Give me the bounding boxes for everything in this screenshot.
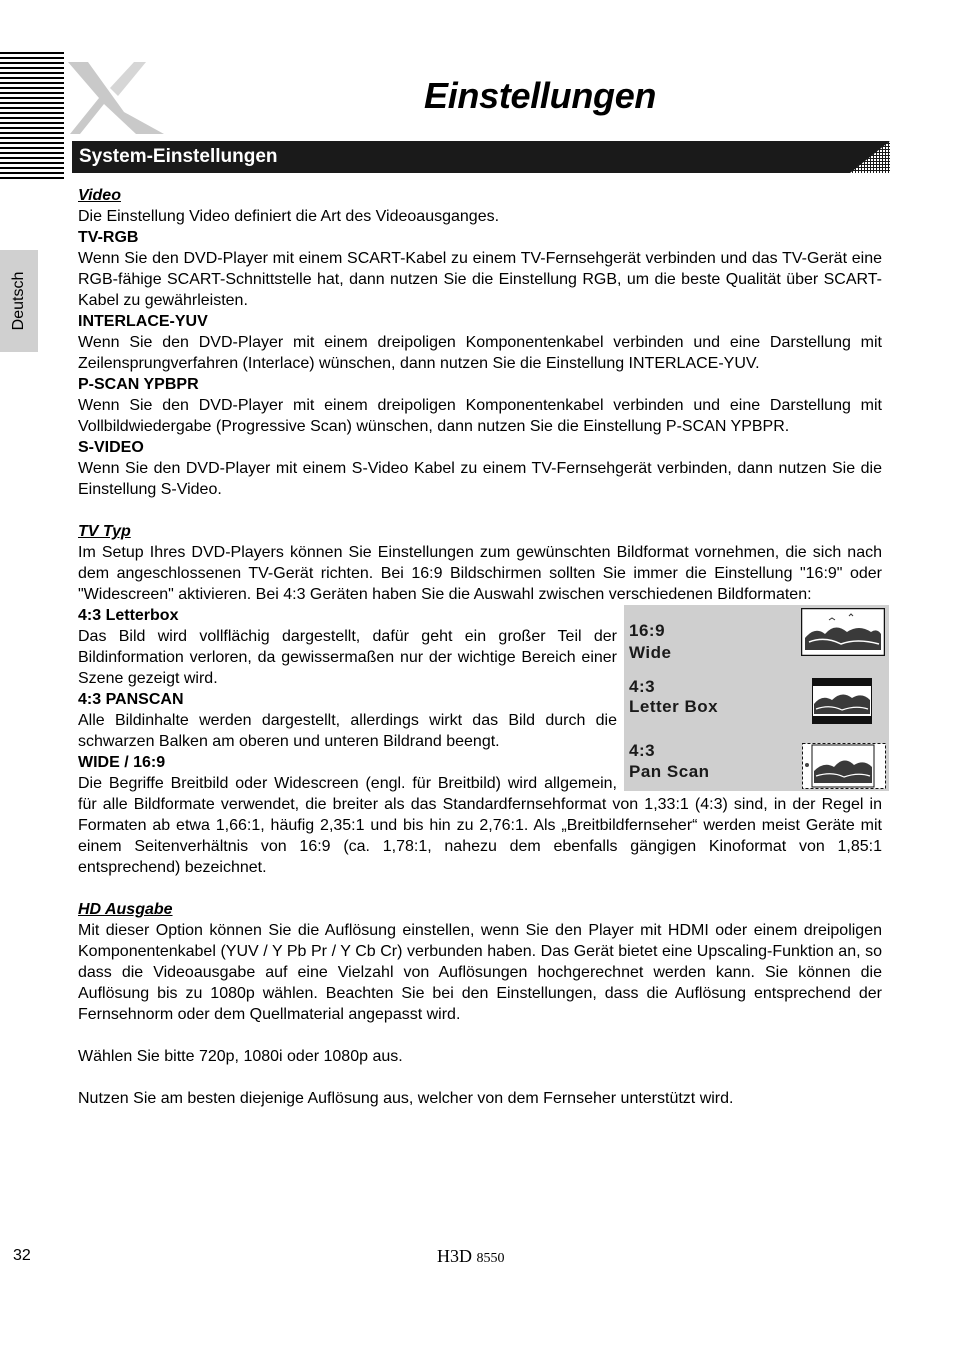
- tvrgb-text: Wenn Sie den DVD-Player mit einem SCART-Kabel zu einem TV-Fernsehgerät verbinden und das TV-Gerät eine RGB-fähige SCART-Schnittstelle hat, dann nutzen Sie die Einstellung RGB, um die beste Qualität über SCART-Kabel zu gewährleisten.: [78, 250, 882, 309]
- wide-screen-thumbnail: [801, 608, 885, 656]
- language-side-tab: [0, 250, 38, 352]
- model-number: 8550: [476, 1251, 505, 1266]
- main-content: [78, 185, 882, 1109]
- hd-choose: Wählen Sie bitte 720p, 1080i oder 1080p aus.: [78, 1048, 403, 1065]
- svideo-text: Wenn Sie den DVD-Player mit einem S-Video Kabel zu einem TV-Fernsehgerät verbinden, dann nutzen Sie die Einstellung S-Video.: [78, 460, 882, 498]
- hd-intro: Mit dieser Option können Sie die Auflösung einstellen, wenn Sie den Player mit HDMI oder einem dreipoligen Komponentenkabel (YUV / Y Pb Pr / Y Cb Cr) verbunden haben. Das Gerät bietet eine Upscaling-Funktion an, so dass die Videoausgabe auf eine Vielzahl von Auflösungen hochgerechnet werden kann. Sie können die Auflösung bis zu 1080p wählen. Beachten Sie bei den Einstellungen, dass die Auflösung entsprechend der Fernsehnorm oder dem Quellmaterial angepasst wird.: [78, 922, 882, 1023]
- panscan-screen-thumbnail: [802, 743, 886, 789]
- panscan-text: Alle Bildinhalte werden dargestellt, allerdings wirkt das Bild durch die schwarzen Balken am oberen und unteren Bildrand beengt.: [78, 712, 617, 750]
- tvtyp-intro: Im Setup Ihres DVD-Players können Sie Einstellungen zum gewünschten Bildformat vornehmen, die sich nach dem angeschlossenen TV-Gerät richten. Bei 16:9 Bildschirmen sollten Sie immer die Einstellung "16:9" oder "Widescreen" aktivieren. Bei 4:3 Geräten haben Sie die Auswahl zwischen verschiedenen Bildformaten:: [78, 544, 882, 603]
- pscan-text: Wenn Sie den DVD-Player mit einem dreipoligen Komponentenkabel verbinden und eine Darstellung mit Vollbildwiedergabe (Progressive Scan) wünschen, dann nutzen Sie die Einstellung P-SCAN YPBPR.: [78, 397, 882, 435]
- svideo-title: S-VIDEO: [78, 439, 144, 456]
- pscan-title: P-SCAN YPBPR: [78, 376, 199, 393]
- language-tab-label: Deutsch: [10, 271, 27, 331]
- video-heading: Video: [78, 187, 121, 204]
- header-stripes-decoration: [0, 52, 64, 180]
- interlace-title: INTERLACE-YUV: [78, 313, 208, 330]
- letterbox-name-label: Letter Box: [629, 697, 719, 716]
- wide-name-label: Wide: [629, 643, 672, 662]
- tvrgb-title: TV-RGB: [78, 229, 139, 246]
- video-intro: Die Einstellung Video definiert die Art des Videoausganges.: [78, 208, 500, 225]
- dot-pattern-decoration: [850, 141, 890, 173]
- hd-hint: Nutzen Sie am besten diejenige Auflösung aus, welcher von dem Fernseher unterstützt wird.: [78, 1090, 734, 1107]
- interlace-text: Wenn Sie den DVD-Player mit einem dreipoligen Komponentenkabel verbinden und eine Darstellung mit Zeilensprungverfahren (Interlace) wünschen, dann nutzen Sie die Einstellung INTERLACE-YUV.: [78, 334, 882, 372]
- wide-title: WIDE / 16:9: [78, 754, 166, 771]
- wide-text: Die Begriffe Breitbild oder Widescreen (engl. für Breitbild) wird allgemein, für alle Bildformate verwendet, die breiter als das Standardfernsehformat von 1,33:1 (4:3) sind, in der Regel in Formaten ab etwa 1,66:1, häufig 2,35:1 und bis hin zu 2,76:1. Als „Breitbildfernseher“ werden meist Geräte mit einem Seitenverhältnis von 16:9 (ca. 1,78:1, nahezu dem ebenfalls gängigen Kinoformat von 1,85:1 entsprechend) bezeichnet.: [78, 775, 882, 876]
- page-title: Einstellungen: [424, 75, 657, 116]
- brand-x-logo: [66, 58, 166, 138]
- page-number: 32: [13, 1247, 31, 1264]
- letterbox-text: Das Bild wird vollflächig dargestellt, dafür geht ein großer Teil der Bildinformation verloren, da gewissermaßen nur der wichtige Bereich einer Szene gezeigt wird.: [78, 628, 617, 687]
- panscan-name-label: Pan Scan: [629, 762, 710, 781]
- wide-ratio-label: 16:9: [629, 621, 666, 640]
- section-title: System-Einstellungen: [79, 146, 278, 167]
- tvtyp-heading: TV Typ: [78, 523, 131, 540]
- aspect-ratio-figure: [624, 605, 889, 791]
- footer-brand: [437, 1246, 505, 1267]
- panscan-ratio-label: 4:3: [629, 741, 656, 760]
- letterbox-screen-thumbnail: [812, 678, 872, 724]
- section-header-bar: [72, 141, 890, 173]
- brand-name: H3D: [437, 1246, 472, 1266]
- panscan-title: 4:3 PANSCAN: [78, 691, 184, 708]
- letterbox-ratio-label: 4:3: [629, 677, 656, 696]
- hd-heading: HD Ausgabe: [78, 901, 173, 918]
- letterbox-title: 4:3 Letterbox: [78, 607, 179, 624]
